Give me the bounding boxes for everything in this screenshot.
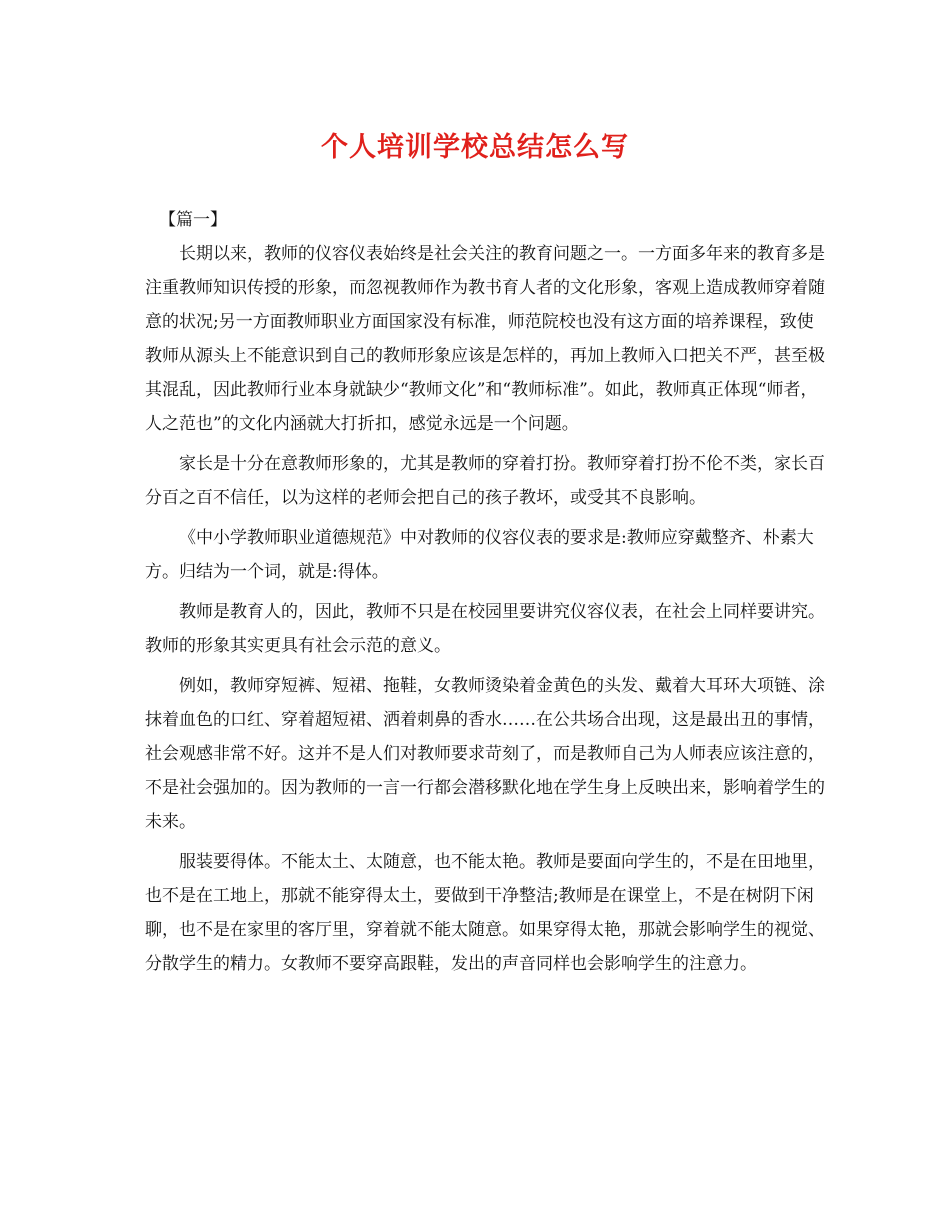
paragraph-2: 家长是十分在意教师形象的，尤其是教师的穿着打扮。教师穿着打扮不伦不类，家长百分百之百不信任，以为这样的老师会把自己的孩子教坏，或受其不良影响。 [145,454,825,508]
paragraph-5: 例如，教师穿短裤、短裙、拖鞋，女教师烫染着金黄色的头发、戴着大耳环大项链、涂抹着血色的口红、穿着超短裙、洒着刺鼻的香水……在公共场合出现，这是最出丑的事情，社会观感非常不好。这并不是人们对教师要求苛刻了，而是教师自己为人师表应该注意的，不是社会强加的。因为教师的一言一行都会潜移默化地在学生身上反映出来，影响着学生的未来。 [145,676,825,832]
document-body [145,203,825,987]
paragraph-4: 教师是教育人的，因此，教师不只是在校园里要讲究仪容仪表，在社会上同样要讲究。教师的形象其实更具有社会示范的意义。 [145,602,825,656]
paragraph-3: 《中小学教师职业道德规范》中对教师的仪容仪表的要求是:教师应穿戴整齐、朴素大方。归结为一个词，就是:得体。 [145,528,814,582]
document-title: 个人培训学校总结怎么写 [321,132,629,163]
section-label: 【篇一】 [159,210,227,230]
paragraph-1: 长期以来，教师的仪容仪表始终是社会关注的教育问题之一。一方面多年来的教育多是注重教师知识传授的形象，而忽视教师作为教书育人者的文化形象，客观上造成教师穿着随意的状况;另一方面教师职业方面国家没有标准，师范院校也没有这方面的培养课程，致使教师从源头上不能意识到自己的教师形象应该是怎样的，再加上教师入口把关不严，甚至极其混乱，因此教师行业本身就缺少“教师文化”和“教师标准”。如此，教师真正体现“师者，人之范也”的文化内涵就大打折扣，感觉永远是一个问题。 [145,244,825,434]
paragraph-6: 服装要得体。不能太土、太随意，也不能太艳。教师是要面向学生的，不是在田地里，也不是在工地上，那就不能穿得太土，要做到干净整洁;教师是在课堂上，不是在树阴下闲聊，也不是在家里的客厅里，穿着就不能太随意。如果穿得太艳，那就会影响学生的视觉、分散学生的精力。女教师不要穿高跟鞋，发出的声音同样也会影响学生的注意力。 [145,852,825,974]
